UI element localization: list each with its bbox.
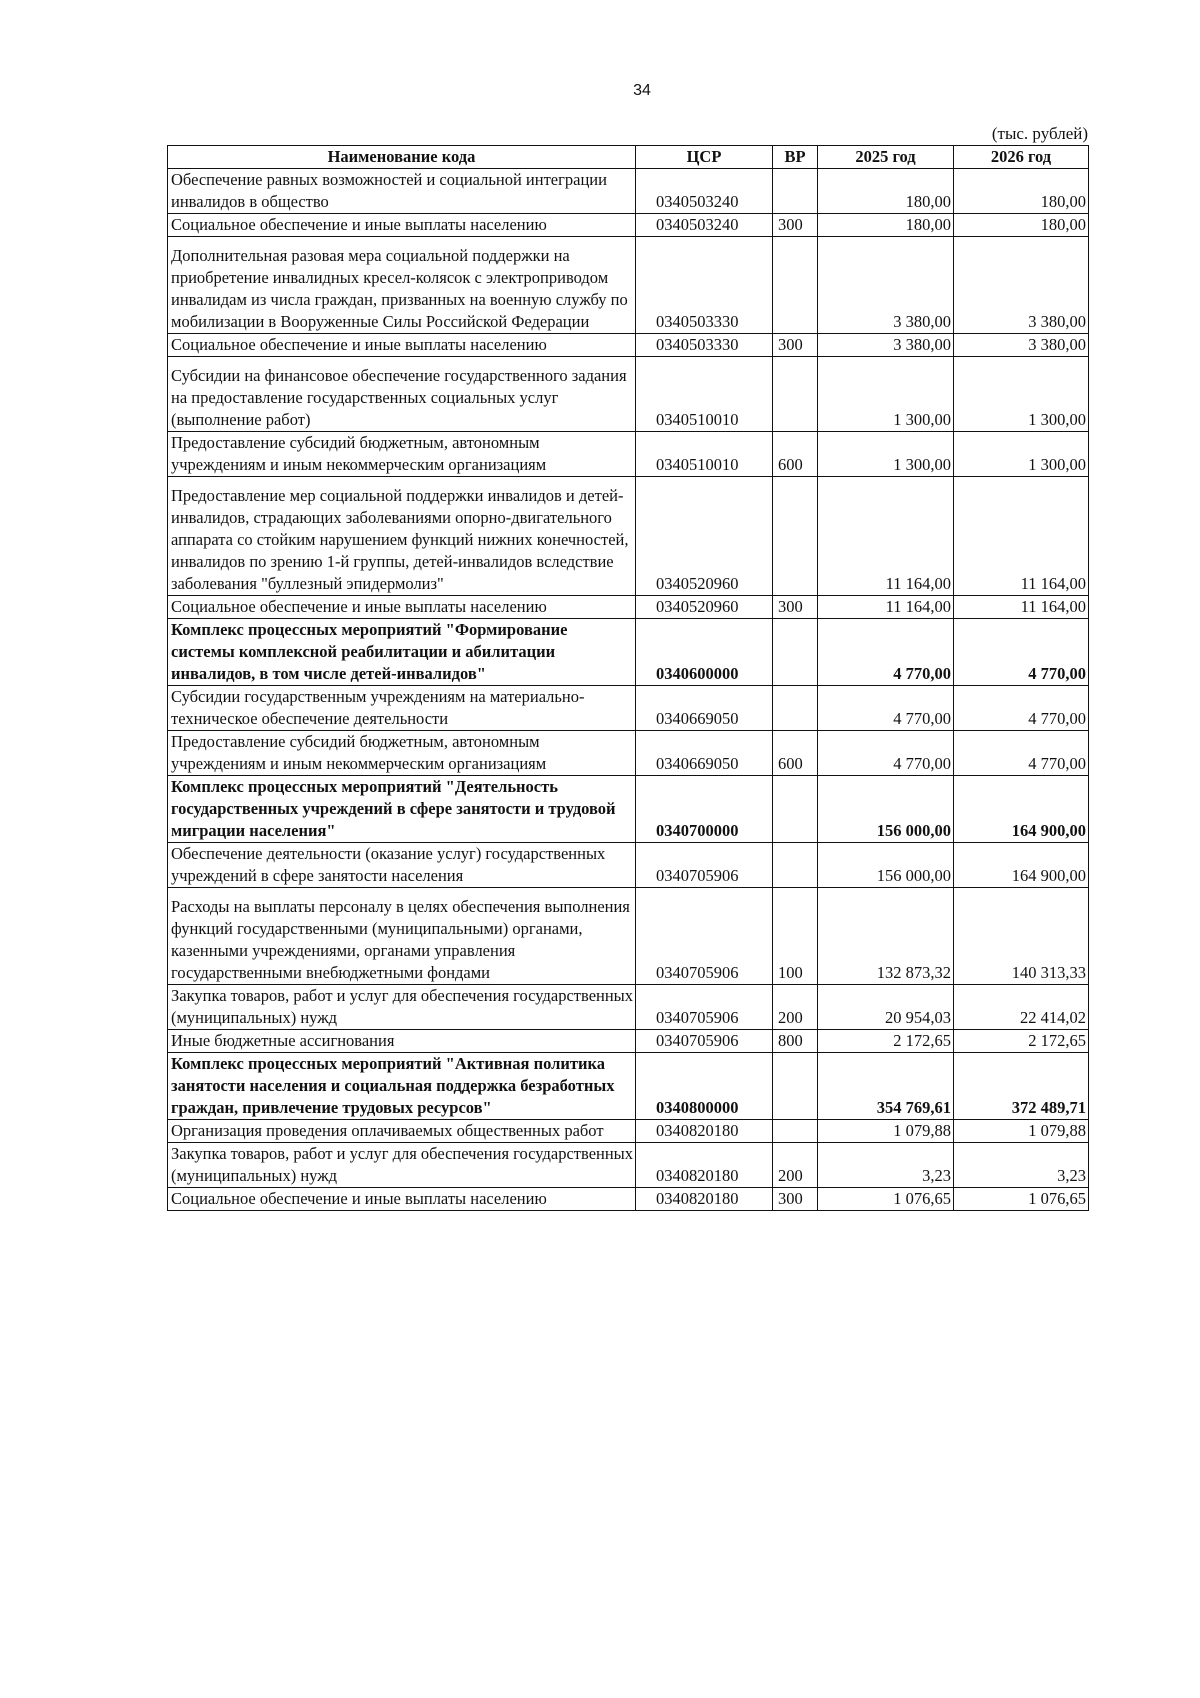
row-2025: 156 000,00 bbox=[818, 843, 954, 888]
table-row bbox=[168, 776, 1089, 843]
row-csr: 0340520960 bbox=[636, 596, 773, 619]
row-name: Социальное обеспечение и иные выплаты населению bbox=[168, 596, 636, 619]
row-vr bbox=[773, 477, 818, 596]
table-row bbox=[168, 619, 1089, 686]
table-row bbox=[168, 334, 1089, 357]
table-header-row bbox=[168, 146, 1089, 169]
row-csr: 0340705906 bbox=[636, 888, 773, 985]
row-name: Социальное обеспечение и иные выплаты населению bbox=[168, 334, 636, 357]
row-2026: 3,23 bbox=[954, 1143, 1089, 1188]
row-name: Организация проведения оплачиваемых общественных работ bbox=[168, 1120, 636, 1143]
row-2025: 1 076,65 bbox=[818, 1188, 954, 1211]
row-2026: 1 300,00 bbox=[954, 357, 1089, 432]
row-2026: 4 770,00 bbox=[954, 731, 1089, 776]
row-csr: 0340600000 bbox=[636, 619, 773, 686]
budget-table bbox=[167, 145, 1089, 1211]
table-row bbox=[168, 985, 1089, 1030]
page-number: 34 bbox=[633, 82, 651, 99]
row-csr: 0340800000 bbox=[636, 1053, 773, 1120]
header-vr: ВР bbox=[773, 146, 818, 169]
row-name: Иные бюджетные ассигнования bbox=[168, 1030, 636, 1053]
table-row bbox=[168, 432, 1089, 477]
row-csr: 0340520960 bbox=[636, 477, 773, 596]
row-2026: 1 076,65 bbox=[954, 1188, 1089, 1211]
row-vr bbox=[773, 776, 818, 843]
row-2026: 164 900,00 bbox=[954, 776, 1089, 843]
row-2025: 4 770,00 bbox=[818, 686, 954, 731]
row-name: Комплекс процессных мероприятий "Формирование системы комплексной реабилитации и абилитации инвалидов, в том числе детей-инвалидов" bbox=[168, 619, 636, 686]
table-row bbox=[168, 1030, 1089, 1053]
row-vr bbox=[773, 619, 818, 686]
row-csr: 0340510010 bbox=[636, 432, 773, 477]
row-name: Обеспечение равных возможностей и социальной интеграции инвалидов в общество bbox=[168, 169, 636, 214]
row-vr: 200 bbox=[773, 1143, 818, 1188]
row-2025: 1 300,00 bbox=[818, 432, 954, 477]
table-row bbox=[168, 1188, 1089, 1211]
row-name: Предоставление мер социальной поддержки инвалидов и детей-инвалидов, страдающих заболеваниями опорно-двигательного аппарата со стойким нарушением функций нижних конечностей, инвалидов по зрению 1-й группы, детей-инвалидов вследствие заболевания "буллезный эпидермолиз" bbox=[168, 477, 636, 596]
row-vr: 800 bbox=[773, 1030, 818, 1053]
table-row bbox=[168, 214, 1089, 237]
row-2026: 180,00 bbox=[954, 214, 1089, 237]
row-2025: 156 000,00 bbox=[818, 776, 954, 843]
table-row bbox=[168, 1143, 1089, 1188]
row-2026: 372 489,71 bbox=[954, 1053, 1089, 1120]
row-2025: 4 770,00 bbox=[818, 731, 954, 776]
row-2025: 132 873,32 bbox=[818, 888, 954, 985]
row-2025: 180,00 bbox=[818, 214, 954, 237]
row-2026: 2 172,65 bbox=[954, 1030, 1089, 1053]
row-2025: 20 954,03 bbox=[818, 985, 954, 1030]
row-2026: 11 164,00 bbox=[954, 596, 1089, 619]
row-vr: 300 bbox=[773, 334, 818, 357]
row-2025: 1 300,00 bbox=[818, 357, 954, 432]
table-row bbox=[168, 731, 1089, 776]
row-2026: 1 300,00 bbox=[954, 432, 1089, 477]
row-2025: 3,23 bbox=[818, 1143, 954, 1188]
units-label: (тыс. рублей) bbox=[991, 124, 1088, 143]
table-row bbox=[168, 888, 1089, 985]
row-csr: 0340503240 bbox=[636, 214, 773, 237]
row-2025: 3 380,00 bbox=[818, 237, 954, 334]
row-vr bbox=[773, 357, 818, 432]
table-row bbox=[168, 596, 1089, 619]
row-vr: 200 bbox=[773, 985, 818, 1030]
row-name: Расходы на выплаты персоналу в целях обеспечения выполнения функций государственными (муниципальными) органами, казенными учреждениями, органами управления государственными внебюджетными фондами bbox=[168, 888, 636, 985]
table-row bbox=[168, 1053, 1089, 1120]
table-row bbox=[168, 477, 1089, 596]
table-row bbox=[168, 357, 1089, 432]
row-name: Комплекс процессных мероприятий "Деятельность государственных учреждений в сфере занятости и трудовой миграции населения" bbox=[168, 776, 636, 843]
table-row bbox=[168, 686, 1089, 731]
row-csr: 0340510010 bbox=[636, 357, 773, 432]
row-csr: 0340503240 bbox=[636, 169, 773, 214]
row-vr: 100 bbox=[773, 888, 818, 985]
header-name: Наименование кода bbox=[168, 146, 636, 169]
row-vr: 300 bbox=[773, 596, 818, 619]
row-vr: 300 bbox=[773, 214, 818, 237]
row-name: Социальное обеспечение и иные выплаты населению bbox=[168, 1188, 636, 1211]
table-row bbox=[168, 1120, 1089, 1143]
row-csr: 0340705906 bbox=[636, 1030, 773, 1053]
row-2025: 354 769,61 bbox=[818, 1053, 954, 1120]
row-name: Субсидии государственным учреждениям на материально-техническое обеспечение деятельности bbox=[168, 686, 636, 731]
row-2025: 11 164,00 bbox=[818, 596, 954, 619]
row-2025: 180,00 bbox=[818, 169, 954, 214]
row-csr: 0340820180 bbox=[636, 1188, 773, 1211]
header-2026: 2026 год bbox=[954, 146, 1089, 169]
row-vr bbox=[773, 1120, 818, 1143]
row-2026: 22 414,02 bbox=[954, 985, 1089, 1030]
row-name: Дополнительная разовая мера социальной поддержки на приобретение инвалидных кресел-колясок с электроприводом инвалидам из числа граждан, призванных на военную службу по мобилизации в Вооруженные Силы Российской Федерации bbox=[168, 237, 636, 334]
row-2025: 3 380,00 bbox=[818, 334, 954, 357]
row-name: Обеспечение деятельности (оказание услуг) государственных учреждений в сфере занятости населения bbox=[168, 843, 636, 888]
row-csr: 0340705906 bbox=[636, 843, 773, 888]
row-csr: 0340669050 bbox=[636, 686, 773, 731]
row-2025: 1 079,88 bbox=[818, 1120, 954, 1143]
row-csr: 0340820180 bbox=[636, 1143, 773, 1188]
row-2025: 4 770,00 bbox=[818, 619, 954, 686]
row-name: Предоставление субсидий бюджетным, автономным учреждениям и иным некоммерческим организациям bbox=[168, 731, 636, 776]
row-2025: 11 164,00 bbox=[818, 477, 954, 596]
row-name: Социальное обеспечение и иные выплаты населению bbox=[168, 214, 636, 237]
row-name: Предоставление субсидий бюджетным, автономным учреждениям и иным некоммерческим организациям bbox=[168, 432, 636, 477]
row-vr bbox=[773, 237, 818, 334]
row-2026: 3 380,00 bbox=[954, 334, 1089, 357]
row-vr bbox=[773, 843, 818, 888]
row-vr: 600 bbox=[773, 432, 818, 477]
row-2026: 164 900,00 bbox=[954, 843, 1089, 888]
row-2026: 3 380,00 bbox=[954, 237, 1089, 334]
row-2026: 140 313,33 bbox=[954, 888, 1089, 985]
row-2025: 2 172,65 bbox=[818, 1030, 954, 1053]
row-vr bbox=[773, 169, 818, 214]
row-name: Закупка товаров, работ и услуг для обеспечения государственных (муниципальных) нужд bbox=[168, 985, 636, 1030]
row-csr: 0340705906 bbox=[636, 985, 773, 1030]
row-csr: 0340820180 bbox=[636, 1120, 773, 1143]
table-row bbox=[168, 843, 1089, 888]
row-2026: 180,00 bbox=[954, 169, 1089, 214]
row-vr bbox=[773, 1053, 818, 1120]
header-csr: ЦСР bbox=[636, 146, 773, 169]
row-csr: 0340503330 bbox=[636, 237, 773, 334]
row-2026: 11 164,00 bbox=[954, 477, 1089, 596]
row-vr: 300 bbox=[773, 1188, 818, 1211]
row-name: Субсидии на финансовое обеспечение государственного задания на предоставление государственных социальных услуг (выполнение работ) bbox=[168, 357, 636, 432]
row-vr: 600 bbox=[773, 731, 818, 776]
row-2026: 1 079,88 bbox=[954, 1120, 1089, 1143]
table-row bbox=[168, 237, 1089, 334]
row-csr: 0340503330 bbox=[636, 334, 773, 357]
row-csr: 0340669050 bbox=[636, 731, 773, 776]
row-vr bbox=[773, 686, 818, 731]
row-csr: 0340700000 bbox=[636, 776, 773, 843]
table-row bbox=[168, 169, 1089, 214]
row-name: Закупка товаров, работ и услуг для обеспечения государственных (муниципальных) нужд bbox=[168, 1143, 636, 1188]
header-2025: 2025 год bbox=[818, 146, 954, 169]
row-2026: 4 770,00 bbox=[954, 619, 1089, 686]
row-2026: 4 770,00 bbox=[954, 686, 1089, 731]
row-name: Комплекс процессных мероприятий "Активная политика занятости населения и социальная поддержка безработных граждан, привлечение трудовых ресурсов" bbox=[168, 1053, 636, 1120]
